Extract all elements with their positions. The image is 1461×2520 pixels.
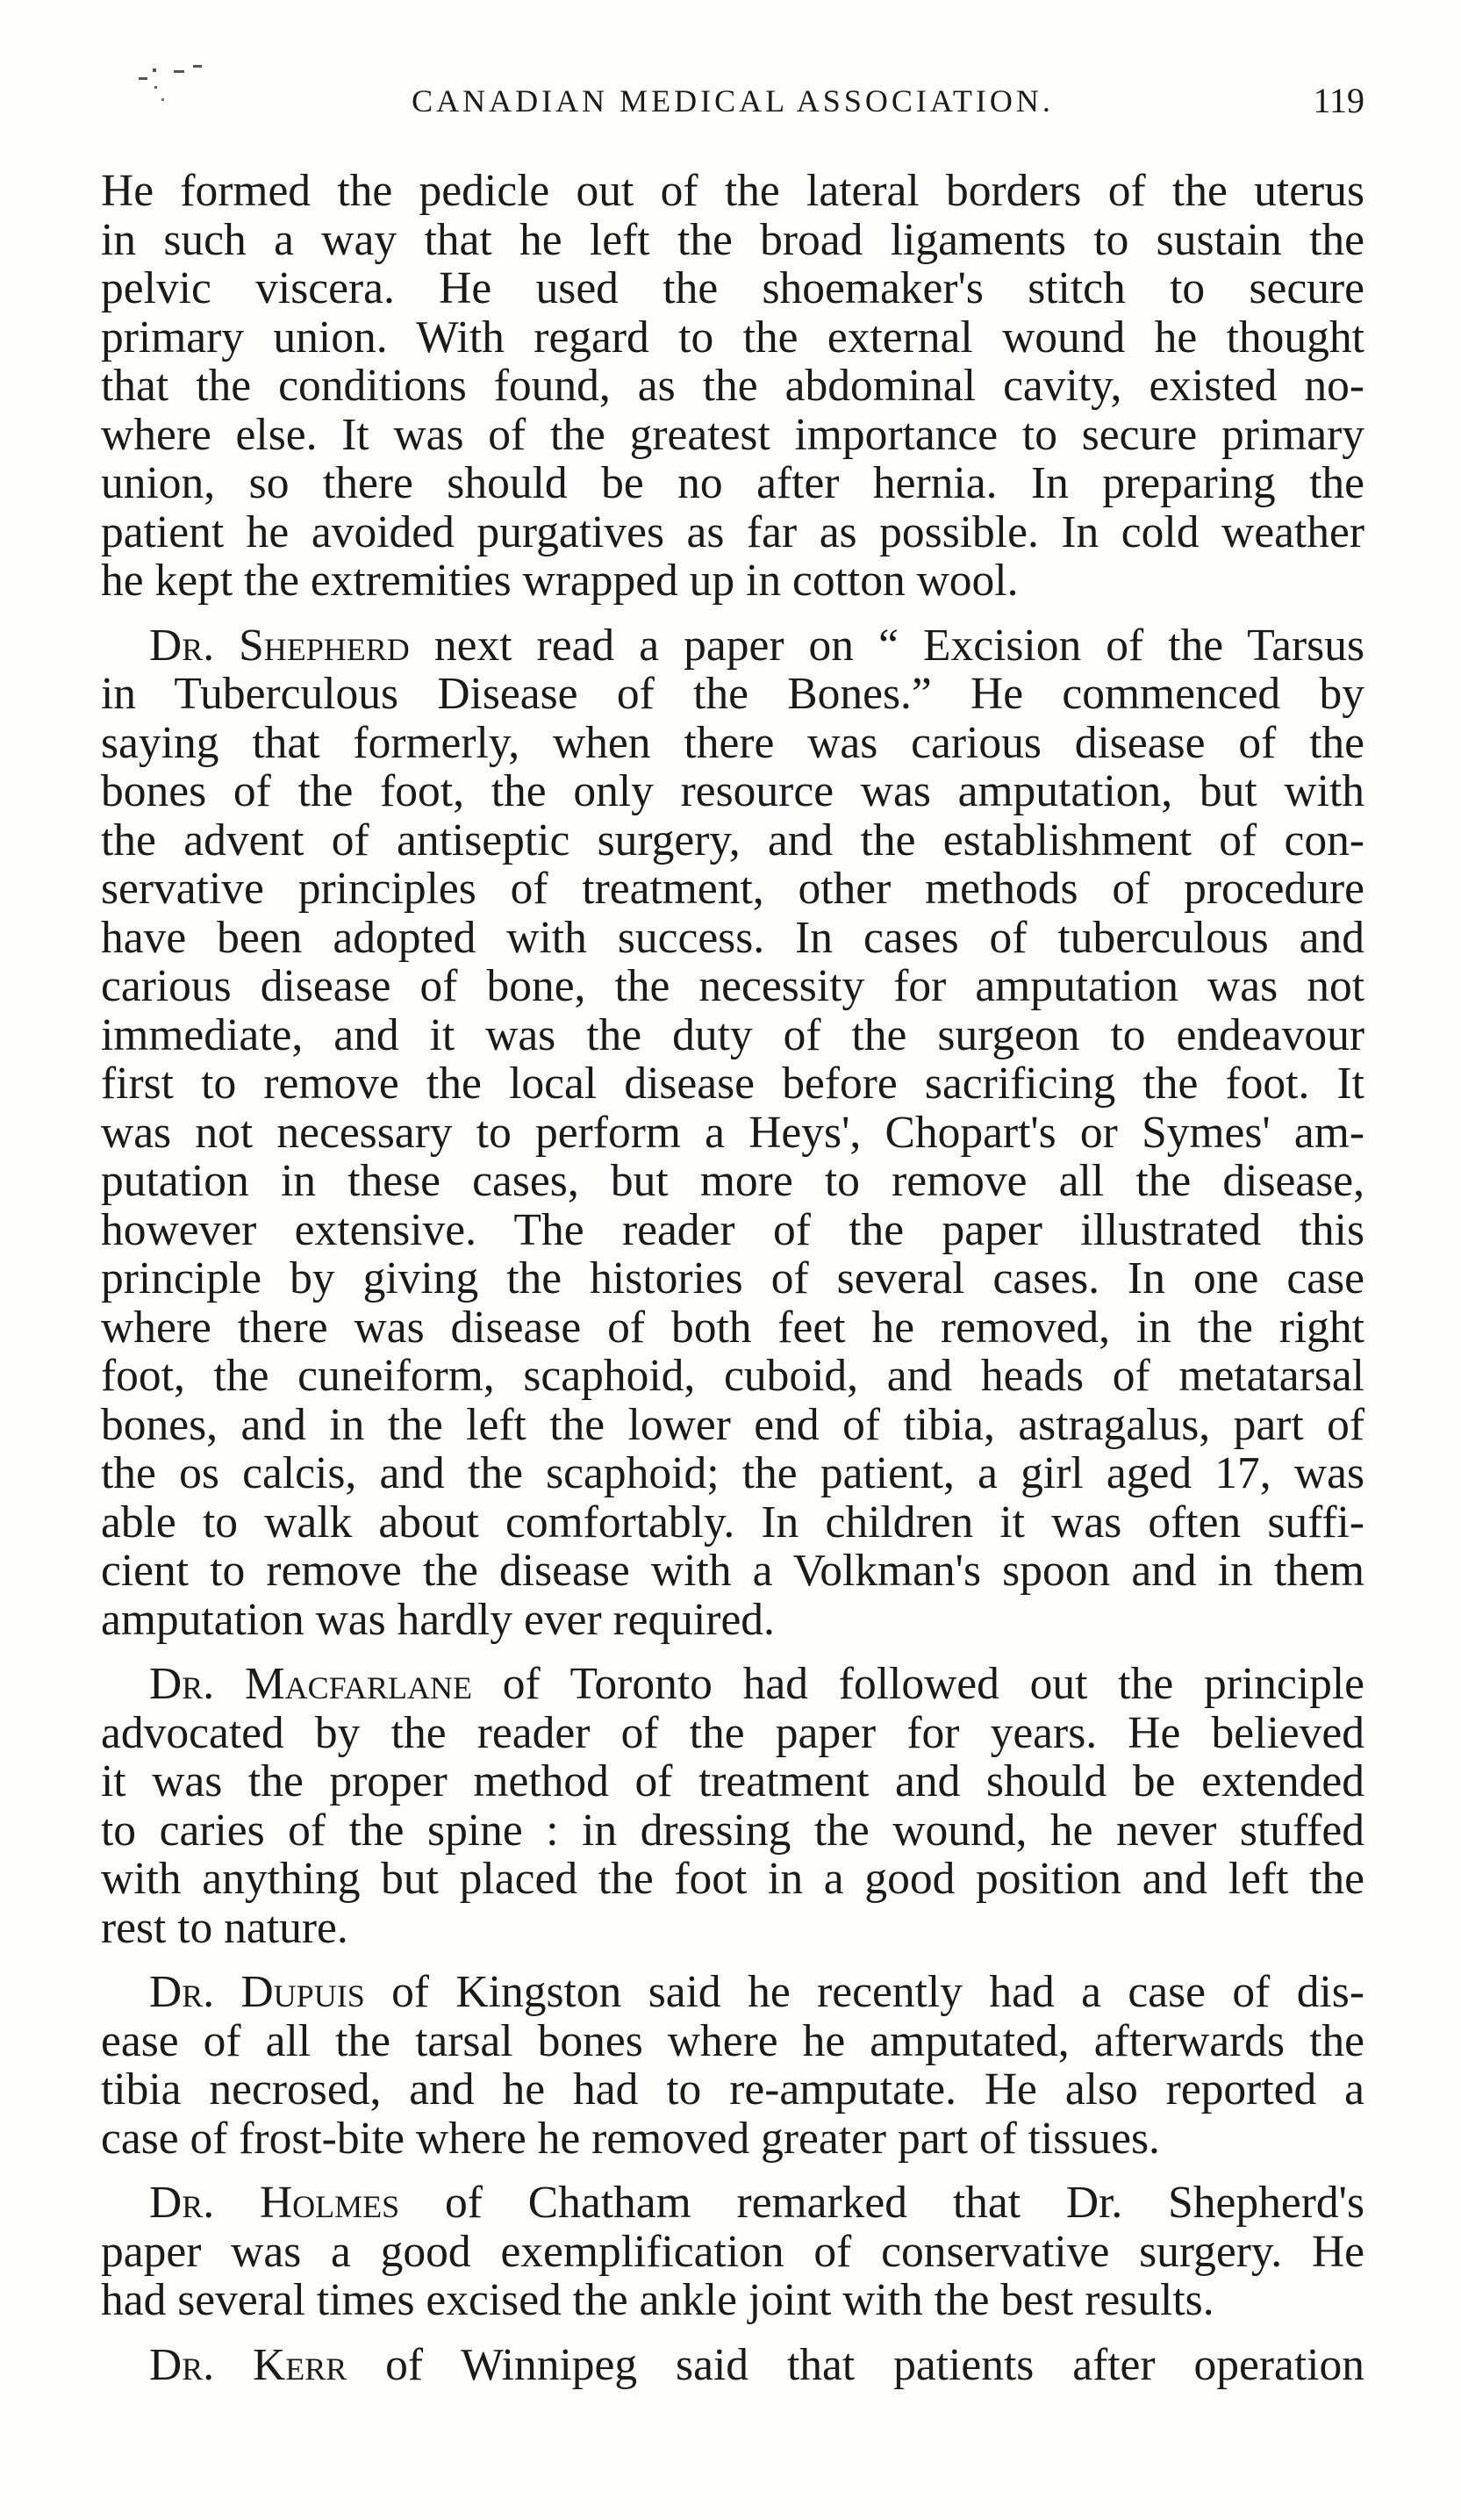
text-line: had several times excised the ankle joint with the best results. bbox=[101, 2275, 1214, 2325]
page-number: 119 bbox=[1313, 81, 1364, 120]
text-line: union, so there should be no after hernia. In preparing the bbox=[101, 458, 1364, 508]
text-line: bones, and in the left the lower end of tibia, astragalus, part of bbox=[101, 1399, 1364, 1450]
text-line: saying that formerly, when there was carious disease of the bbox=[101, 717, 1364, 768]
text-line: with anything but placed the foot in a good position and left the bbox=[101, 1854, 1364, 1904]
paragraph-macfarlane bbox=[101, 1660, 1364, 1952]
text-line: immediate, and it was the duty of the surgeon to endeavour bbox=[101, 1009, 1364, 1060]
speaker-name: Dr. Kerr bbox=[149, 2339, 347, 2390]
text-line: pelvic viscera. He used the shoemaker's stitch to secure bbox=[101, 263, 1364, 313]
text-line: that the conditions found, as the abdominal cavity, existed no- bbox=[101, 361, 1364, 411]
text-line: principle by giving the histories of several cases. In one case bbox=[101, 1253, 1364, 1303]
paragraph-kerr bbox=[101, 2341, 1364, 2390]
text-run: of Chatham remarked that Dr. Shepherd's bbox=[399, 2178, 1364, 2228]
text-run: of Toronto had followed out the principle bbox=[472, 1659, 1365, 1709]
text-line bbox=[101, 1660, 1364, 1709]
running-title: CANADIAN MEDICAL ASSOCIATION. bbox=[412, 83, 1054, 118]
text-line: ease of all the tarsal bones where he amputated, afterwards the bbox=[101, 2015, 1364, 2066]
text-line bbox=[101, 1968, 1364, 2017]
text-line: patient he avoided purgatives as far as possible. In cold weather bbox=[101, 506, 1364, 557]
speaker-name: Dr. Dupuis bbox=[149, 1967, 365, 2017]
text-line: rest to nature. bbox=[101, 1902, 348, 1953]
body-text bbox=[101, 167, 1364, 2389]
speaker-name: Dr. Macfarlane bbox=[149, 1659, 473, 1709]
text-line bbox=[101, 621, 1364, 671]
paragraph-dupuis bbox=[101, 1968, 1364, 2163]
text-line: in such a way that he left the broad ligaments to sustain the bbox=[101, 214, 1364, 265]
text-line: able to walk about comfortably. In children it was often suffi- bbox=[101, 1497, 1364, 1547]
text-line: the os calcis, and the scaphoid; the patient, a girl aged 17, was bbox=[101, 1448, 1364, 1498]
text-line: advocated by the reader of the paper for years. He believed bbox=[101, 1707, 1364, 1758]
text-line: foot, the cuneiform, scaphoid, cuboid, and heads of metatarsal bbox=[101, 1351, 1364, 1401]
text-line: servative principles of treatment, other methods of procedure bbox=[101, 864, 1364, 914]
speaker-name: Dr. Holmes bbox=[149, 2178, 400, 2228]
text-line: he kept the extremities wrapped up in cotton wool. bbox=[101, 556, 1019, 606]
text-line: putation in these cases, but more to remove all the disease, bbox=[101, 1156, 1364, 1206]
paragraph-shepherd bbox=[101, 621, 1364, 1645]
text-line: was not necessary to perform a Heys', Chopart's or Symes' am- bbox=[101, 1107, 1364, 1158]
text-run: of Winnipeg said that patients after operation bbox=[347, 2339, 1364, 2390]
text-line: tibia necrosed, and he had to re-amputate. He also reported a bbox=[101, 2064, 1364, 2114]
text-line: amputation was hardly ever required. bbox=[101, 1594, 775, 1645]
text-line: paper was a good exemplification of conservative surgery. He bbox=[101, 2226, 1364, 2277]
text-line bbox=[101, 2179, 1364, 2228]
paragraph-pedicle bbox=[101, 167, 1364, 606]
page-header bbox=[101, 75, 1364, 127]
text-line: have been adopted with success. In cases of tuberculous and bbox=[101, 912, 1364, 963]
text-line: where else. It was of the greatest importance to secure primary bbox=[101, 409, 1364, 460]
text-line: carious disease of bone, the necessity for amputation was not bbox=[101, 961, 1364, 1011]
text-line: to caries of the spine : in dressing the wound, he never stuffed bbox=[101, 1805, 1364, 1856]
speaker-name: Dr. Shepherd bbox=[149, 620, 410, 671]
text-line: it was the proper method of treatment and should be extended bbox=[101, 1756, 1364, 1806]
text-line: first to remove the local disease before sacrificing the foot. It bbox=[101, 1059, 1364, 1109]
text-line: in Tuberculous Disease of the Bones.” He commenced by bbox=[101, 669, 1364, 719]
text-run: of Kingston said he recently had a case of dis- bbox=[364, 1967, 1364, 2017]
text-line: He formed the pedicle out of the lateral borders of the uterus bbox=[101, 166, 1364, 216]
text-line: the advent of antiseptic surgery, and the establishment of con- bbox=[101, 815, 1364, 865]
text-line: bones of the foot, the only resource was amputation, but with bbox=[101, 766, 1364, 816]
paragraph-holmes bbox=[101, 2179, 1364, 2325]
text-line: where there was disease of both feet he removed, in the right bbox=[101, 1302, 1364, 1353]
text-line bbox=[101, 2341, 1364, 2390]
text-line: however extensive. The reader of the paper illustrated this bbox=[101, 1204, 1364, 1255]
text-line: cient to remove the disease with a Volkman's spoon and in them bbox=[101, 1546, 1364, 1596]
text-line: case of frost-bite where he removed greater part of tissues. bbox=[101, 2113, 1160, 2164]
text-line: primary union. With regard to the external wound he thought bbox=[101, 312, 1364, 363]
text-run: next read a paper on “ Excision of the Tarsus bbox=[409, 620, 1364, 671]
